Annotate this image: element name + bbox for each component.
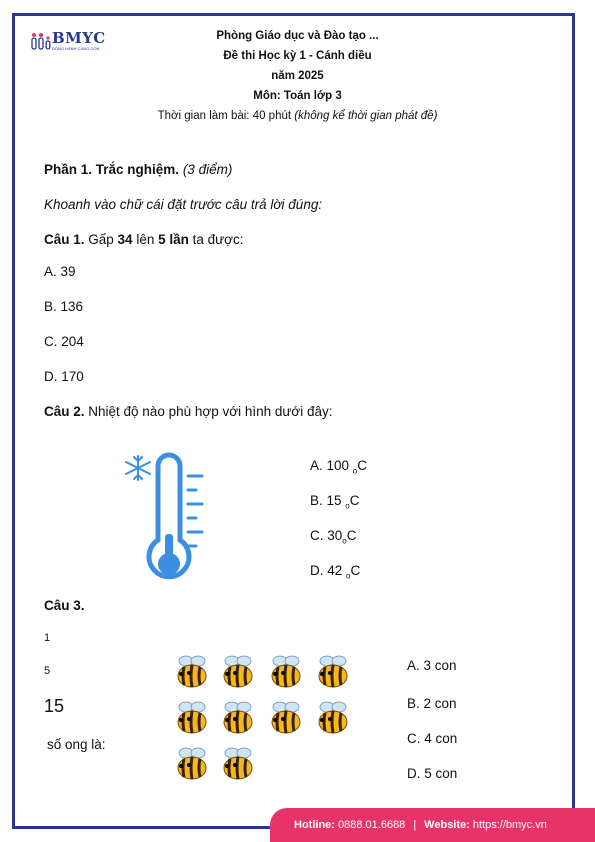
q2-text: Nhiệt độ nào phù hợp với hình dưới đây: — [84, 404, 333, 419]
celsius-unit: C — [357, 458, 367, 473]
logo-tagline: ĐỒNG HÀNH CÙNG CON — [52, 46, 100, 51]
bee-icon — [218, 698, 258, 738]
bee-icon — [313, 652, 353, 692]
q3-option-d[interactable]: D. 5 con — [407, 766, 458, 781]
q1-option-c[interactable]: C. 204 — [44, 334, 84, 349]
q2-label: Câu 2. — [44, 404, 85, 419]
header-time — [0, 110, 595, 122]
bee-icon — [172, 744, 212, 784]
q1-question — [44, 232, 244, 247]
q1-option-a[interactable]: A. 39 — [44, 264, 76, 279]
q2-option-a[interactable] — [310, 458, 367, 476]
q1-number-1: 34 — [117, 232, 133, 247]
header-time-text: Thời gian làm bài: 40 phút — [157, 110, 295, 122]
q2-option-d[interactable] — [310, 563, 360, 581]
q2-option-d-value: D. 42 — [310, 563, 347, 578]
q2-option-c[interactable] — [310, 528, 356, 546]
bee-icon — [172, 652, 212, 692]
degree-mark: o — [352, 466, 358, 476]
celsius-unit: C — [350, 563, 361, 578]
part1-title: Phần 1. Trắc nghiệm. — [44, 162, 180, 177]
q3-label: Câu 3. — [44, 598, 85, 613]
part1-heading — [44, 162, 232, 177]
q3-option-c[interactable]: C. 4 con — [407, 731, 458, 746]
q3-option-b[interactable]: B. 2 con — [407, 696, 457, 711]
thermometer-icon — [120, 452, 210, 588]
bee-icon — [218, 652, 258, 692]
hotline-number[interactable]: 0888.01.6688 — [338, 819, 406, 831]
bee-icon — [266, 698, 306, 738]
logo-brand: BMYC — [52, 29, 106, 47]
header-exam-title: Đề thi Học kỳ 1 - Cánh diều — [223, 50, 372, 62]
celsius-unit: C — [349, 493, 360, 508]
degree-mark: o — [345, 501, 350, 511]
q1-option-d[interactable]: D. 170 — [44, 369, 84, 384]
q2-option-b-value: B. 15 — [310, 493, 346, 508]
q2-option-b[interactable] — [310, 493, 359, 511]
header-year: năm 2025 — [271, 70, 324, 82]
q1-number-2: 5 lần — [158, 232, 189, 247]
bee-icon — [266, 652, 306, 692]
q2-option-c-value: C. 30 — [310, 528, 343, 543]
website-label: Website: — [424, 819, 470, 831]
header-time-note: (không kể thời gian phát đề) — [294, 110, 438, 122]
q1-text-2: lên — [132, 232, 159, 247]
q1-label: Câu 1. — [44, 232, 85, 247]
q2-option-a-value: A. 100 — [310, 458, 353, 473]
header-subject: Môn: Toán lớp 3 — [253, 90, 342, 102]
q1-text-3: ta được: — [188, 232, 244, 247]
q1-option-b[interactable]: B. 136 — [44, 299, 84, 314]
header-department: Phòng Giáo dục và Đào tạo ... — [216, 30, 379, 42]
q2-question — [44, 404, 333, 419]
footer-banner — [270, 808, 595, 842]
bee-icon — [218, 744, 258, 784]
part1-instruction: Khoanh vào chữ cái đặt trước câu trả lời đúng: — [44, 197, 323, 212]
q3-option-a[interactable]: A. 3 con — [407, 658, 457, 673]
bee-icon — [313, 698, 353, 738]
bee-icon — [172, 698, 212, 738]
q1-text-1: Gấp — [84, 232, 118, 247]
degree-mark: o — [346, 571, 351, 581]
degree-mark: o — [342, 536, 347, 546]
hotline-label: Hotline: — [294, 819, 335, 831]
q3-fraction-numerator: 1 — [44, 632, 51, 644]
q3-suffix: số ong là: — [47, 737, 106, 752]
part1-points: (3 điểm) — [182, 162, 233, 177]
celsius-unit: C — [346, 528, 357, 543]
website-link[interactable]: https://bmyc.vn — [472, 819, 547, 831]
snowflake-icon — [126, 456, 150, 480]
q3-whole-number: 15 — [44, 696, 65, 716]
footer-separator: | — [413, 819, 417, 831]
q3-fraction-denominator: 5 — [44, 665, 51, 677]
